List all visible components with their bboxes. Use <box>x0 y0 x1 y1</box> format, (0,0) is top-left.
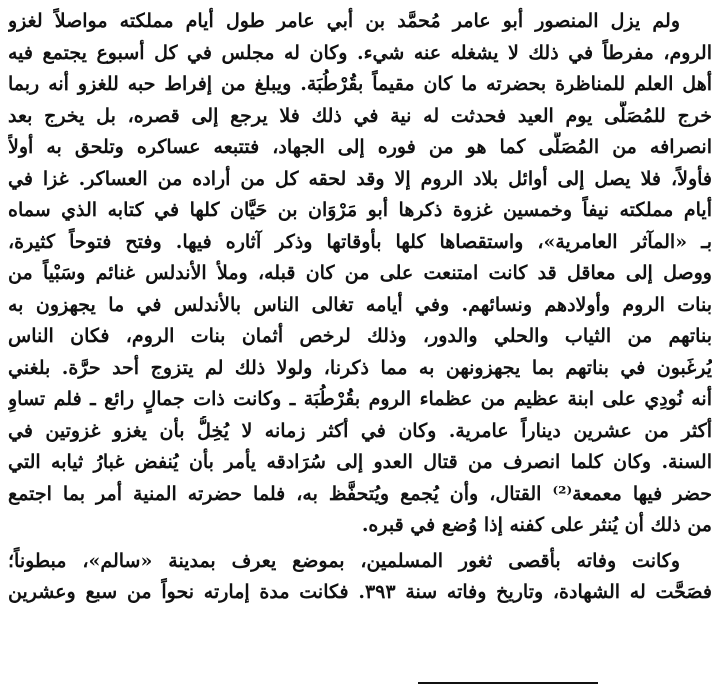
paragraph-mansur-campaigns <box>8 6 712 542</box>
text-line: بنات الروم وأولادهم ونسائهم. وفي أيامه تغالى الناس بالأندلس في ما يجهزون به <box>8 293 712 316</box>
text-line: أهل العلم للمناظرة بحضرته ما كان مقيماً بقُرْطُبَة. ويبلغ من إفراط حبه للغزو أنه ربما <box>8 73 712 95</box>
document-page <box>8 6 712 609</box>
text-line: أكثر من عشرين ديناراً عامرية. وكان في أكثر زمانه لا يُخِلُّ بأن يغزو غزوتين في <box>8 419 712 442</box>
text-line: حضر فيها معمعة⁽²⁾ القتال، وأن يُجمع ويُتحفَّظ به، فلما حضرته المنية أمر بما اجتمع <box>8 482 712 505</box>
text-line: الروم، مفرطاً في ذلك لا يشغله عنه شيء. وكان له مجلس في كل أسبوع يجتمع فيه <box>8 41 712 64</box>
text-line: السنة. وكان كلما انصرف من قتال العدو إلى سُرَادقه يأمر بأن يُنفض غبارُ ثيابه التي <box>8 451 712 473</box>
text-line: انصرافه من المُصَلَّى كما هو من فوره إلى الجهاد، فتتبعه عساكره وتلحق به أولاً <box>8 136 712 158</box>
text-line: من ذلك أن يُنثر على كفنه إذا وُضع في قبره. <box>361 514 712 536</box>
text-line: أنه نُودِي على ابنة عظيم من عظماء الروم بقُرْطُبَة ـ وكانت ذات جمالٍ رائع ـ فلم تساوِ <box>8 388 712 410</box>
text-line: بـ «المآثر العامرية»، واستقصاها كلها بأوقاتها وذكر آثاره فيها. وفتح فتوحاً كثيرة، <box>8 230 712 253</box>
text-line: فأولاً، فلا يصل إلى أوائل بلاد الروم إلا وقد لحقه كل من أراده من العساكر. غزا في <box>8 167 712 190</box>
footnote-separator-rule <box>418 682 598 684</box>
text-line: بناتهم من الثياب والحلي والدور، وذلك لرخص أثمان بنات الروم، فكان الناس <box>8 325 712 347</box>
text-line: ولم يزل المنصور أبو عامر مُحمَّد بن أبي عامر طول أيام مملكته مواصلاً لغزو <box>8 10 680 32</box>
text-line: أيام مملكته نيفاً وخمسين غزوة ذكرها أبو مَرْوَان بن حَيَّان كلها في كتابه الذي سماه <box>8 199 712 221</box>
paragraph-mansur-death <box>8 546 712 609</box>
text-line: ووصل إلى معاقل قد كانت امتنعت على من كان قبله، وملأ الأندلس غنائم وسَبْياً من <box>8 262 712 284</box>
text-line: خرج للمُصَلَّى يوم العيد فحدثت له نية في ذلك فلا يرجع إلى قصره، بل يخرج بعد <box>8 104 712 127</box>
text-line: وكانت وفاته بأقصى ثغور المسلمين، بموضع يعرف بمدينة «سالم»، مبطوناً؛ <box>8 549 681 572</box>
text-line: فصَحَّت له الشهادة، وتاريخ وفاته سنة ٣٩٣. فكانت مدة إمارته نحواً من سبع وعشرين <box>8 581 712 603</box>
text-line: يُرغَبون في بناتهم بما يجهزونهن به مما ذكرنا، ولولا ذلك لم يتزوج أحد حرَّة. بلغني <box>8 356 712 379</box>
